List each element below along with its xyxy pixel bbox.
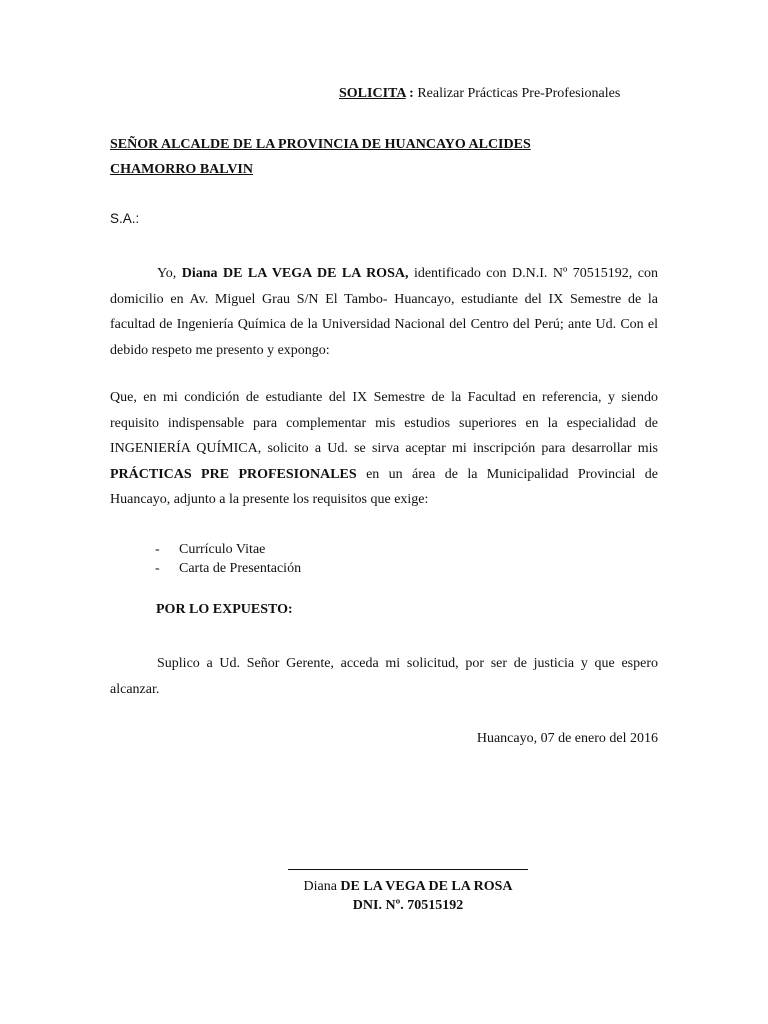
por-lo-expuesto-heading: POR LO EXPUESTO: bbox=[156, 602, 293, 617]
date-line: Huancayo, 07 de enero del 2016 bbox=[476, 731, 658, 746]
salutation: S.A.: bbox=[110, 211, 140, 226]
para1-text-rest: identificado con D.N.I. Nº 70515192, con domicilio en Av. Miguel Grau S/N El Tambo- Huancayo, estudiante del IX Semestre de la facultad de Ingeniería Química de la Universidad Nacional del Centro del Perú; ante Ud. Con el debido respeto me presento y expongo: bbox=[110, 266, 658, 358]
requirement-carta: Carta de Presentación bbox=[179, 561, 302, 576]
bullet-dash: - bbox=[155, 561, 160, 576]
list-item bbox=[155, 559, 301, 578]
solicita-text: Realizar Prácticas Pre-Profesionales bbox=[417, 86, 621, 101]
signature-name bbox=[268, 879, 548, 895]
solicita-separator: : bbox=[405, 86, 418, 101]
signature-line bbox=[288, 869, 528, 870]
para3-text: Suplico a Ud. Señor Gerente, acceda mi solicitud, por ser de justicia y que espero alcanzar. bbox=[110, 656, 658, 697]
para2-text-rest: en un área de la Municipalidad Provincial de Huancayo, adjunto a la presente los requisitos que exige: bbox=[110, 466, 658, 507]
solicita-line bbox=[339, 86, 620, 102]
addressee-line-1: SEÑOR ALCALDE DE LA PROVINCIA DE HUANCAYO ALCIDES bbox=[110, 137, 531, 152]
signature-dni: DNI. Nº. 70515192 bbox=[352, 898, 464, 913]
para2-text-start: Que, en mi condición de estudiante del IX Semestre de la Facultad en referencia, y siendo requisito indispensable para complementar mis estudios superiores en la especialidad de INGENIERÍA QUÍMICA, solicito a Ud. se sirva aceptar mi inscripción para desarrollar mis bbox=[110, 390, 658, 456]
list-item bbox=[155, 540, 301, 559]
requirements-list bbox=[155, 540, 301, 578]
signature-first-name: Diana bbox=[303, 879, 341, 894]
para1-text-start: Yo, bbox=[157, 266, 182, 281]
addressee-line-2: CHAMORRO BALVIN bbox=[110, 162, 253, 177]
paragraph-request bbox=[110, 385, 658, 513]
requirement-cv: Currículo Vitae bbox=[179, 542, 266, 557]
signature-last-name: DE LA VEGA DE LA ROSA bbox=[340, 879, 513, 894]
solicita-label: SOLICITA bbox=[339, 86, 406, 101]
paragraph-introduction bbox=[110, 261, 658, 363]
bullet-dash: - bbox=[155, 542, 160, 557]
para1-applicant-name: Diana DE LA VEGA DE LA ROSA, bbox=[181, 266, 409, 281]
para2-practicas-bold: PRÁCTICAS PRE PROFESIONALES bbox=[110, 466, 357, 482]
paragraph-closing bbox=[110, 651, 658, 702]
